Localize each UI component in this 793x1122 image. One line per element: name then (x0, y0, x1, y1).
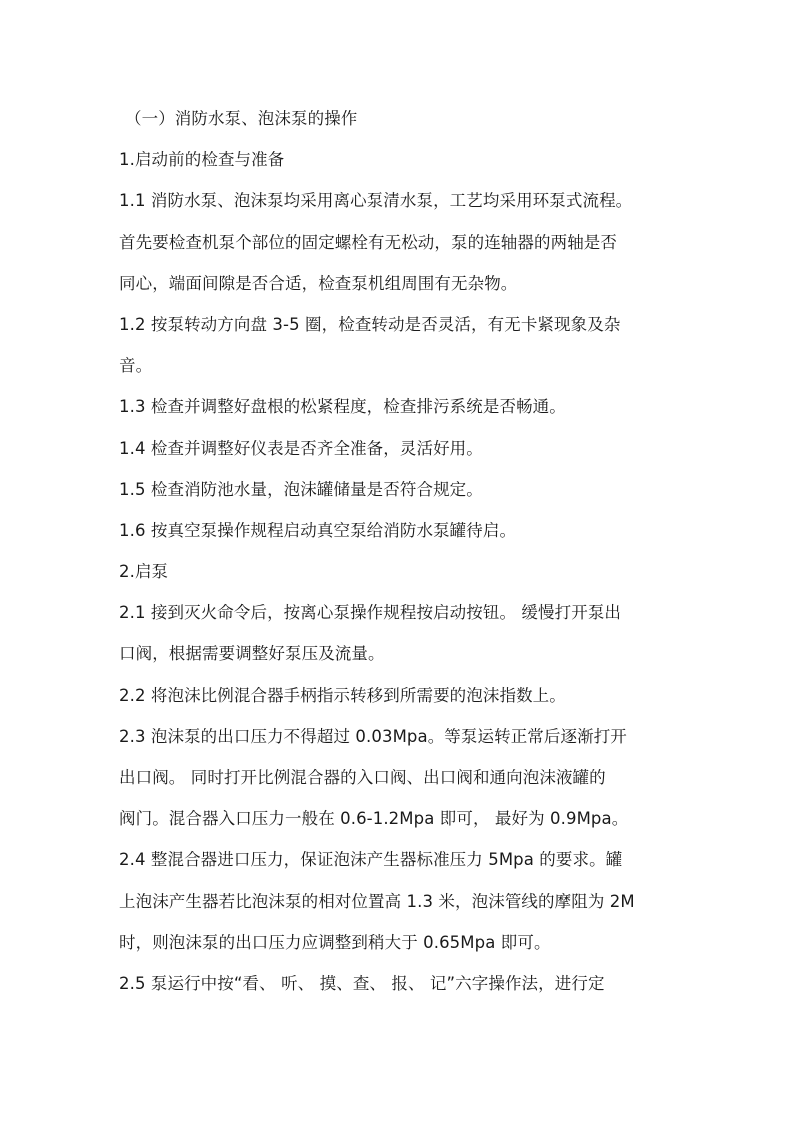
subsection-heading: 1.启动前的检查与准备 (119, 150, 285, 170)
paragraph-line: 阀门。混合器入口压力一般在 0.6-1.2Mpa 即可， 最好为 0.9Mpa。 (119, 809, 629, 829)
paragraph-line: 1.5 检查消防池水量，泡沫罐储量是否符合规定。 (119, 479, 483, 499)
paragraph-line: 2.2 将泡沫比例混合器手柄指示转移到所需要的泡沫指数上。 (119, 685, 566, 705)
paragraph-line: 2.3 泡沫泵的出口压力不得超过 0.03Mpa。等泵运转正常后逐渐打开 (119, 726, 627, 746)
document-body (119, 98, 679, 1004)
paragraph-line: 同心，端面间隙是否合适，检查泵机组周围有无杂物。 (119, 273, 518, 293)
paragraph-line: 1.2 按泵转动方向盘 3-5 圈，检查转动是否灵活，有无卡紧现象及杂 (119, 314, 621, 334)
paragraph-line: 2.1 接到灭火命令后，按离心泵操作规程按启动按钮。 缓慢打开泵出 (119, 603, 622, 623)
paragraph-line: 2.4 整混合器进口压力，保证泡沫产生器标准压力 5Mpa 的要求。罐 (119, 850, 623, 870)
paragraph-line: 1.4 检查并调整好仪表是否齐全准备，灵活好用。 (119, 438, 483, 458)
paragraph-line: 1.3 检查并调整好盘根的松紧程度，检查排污系统是否畅通。 (119, 397, 566, 417)
paragraph-line: 出口阀。 同时打开比例混合器的入口阀、出口阀和通向泡沫液罐的 (119, 768, 606, 787)
paragraph-line: 1.6 按真空泵操作规程启动真空泵给消防水泵罐待启。 (119, 520, 517, 540)
paragraph-line: 首先要检查机泵个部位的固定螺栓有无松动，泵的连轴器的两轴是否 (119, 232, 617, 252)
paragraph-line: 上泡沫产生器若比泡沫泵的相对位置高 1.3 米，泡沫管线的摩阻为 2M (119, 891, 635, 911)
section-heading: （一）消防水泵、泡沫泵的操作 (125, 109, 358, 128)
paragraph-line: 口阀，根据需要调整好泵压及流量。 (119, 644, 385, 664)
paragraph-line: 2.5 泵运行中按“看、 听、 摸、查、 报、 记”六字操作法，进行定 (119, 973, 605, 993)
paragraph-line: 1.1 消防水泵、泡沫泵均采用离心泵清水泵，工艺均采用环泵式流程。 (119, 191, 633, 211)
paragraph-line: 音。 (119, 356, 153, 376)
subsection-heading: 2.启泵 (119, 562, 169, 582)
paragraph-line: 时，则泡沫泵的出口压力应调整到稍大于 0.65Mpa 即可。 (119, 932, 551, 952)
